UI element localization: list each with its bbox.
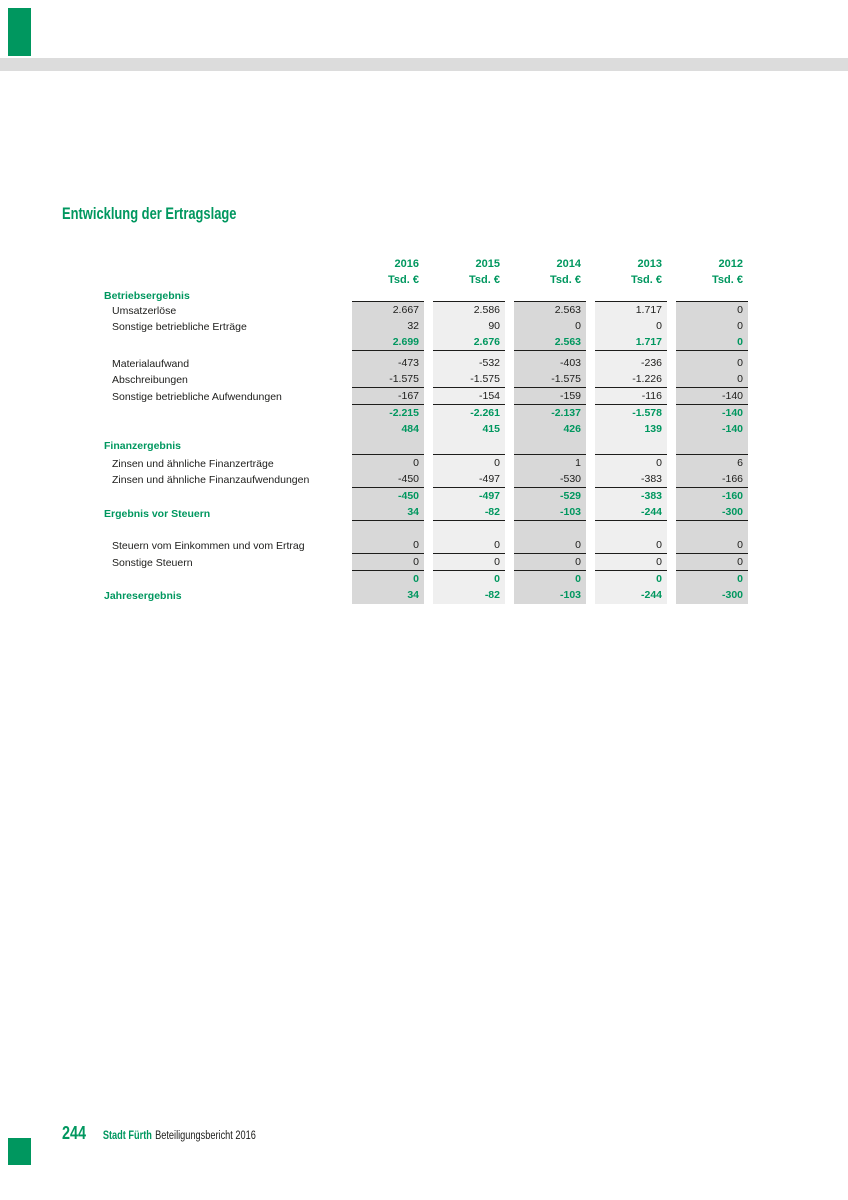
row-label: Jahresergebnis [104,589,182,602]
value-cell: 1.717 [595,301,667,319]
table-row-zinsen-und-hnliche-finanzaufwendungen [104,471,748,488]
row-label: Ergebnis vor Steuern [104,508,211,521]
table-col-year: 2014 [556,258,581,270]
page-number: 244 [62,1123,87,1143]
value-cell [676,438,748,455]
value-cell: -103 [514,504,586,522]
page-footer [62,1124,256,1142]
value-cell [676,521,748,538]
table-row-sum [104,405,748,422]
value-cell: 426 [514,421,586,438]
page-title: Entwicklung der Ertragslage [62,204,237,223]
value-cell: 32 [352,318,424,335]
section-tab-mark-top [8,8,31,56]
value-cell: 0 [595,318,667,335]
row-label: Materialaufwand [112,357,190,370]
table-row-finanzergebnis [104,438,748,455]
value-cell [433,521,505,538]
table-col-unit: Tsd. € [631,274,662,286]
value-cell: 139 [595,421,667,438]
table-row-materialaufwand [104,355,748,372]
row-label: Sonstige betriebliche Erträge [112,320,247,333]
table-row-sonstige-steuern [104,554,748,571]
table-row-betriebsergebnis [104,288,748,301]
table-row-steuern-vom-einkommen-und-vom-ertrag [104,537,748,554]
value-cell: -154 [433,388,505,405]
value-cell: 0 [676,537,748,554]
value-cell: -529 [514,488,586,507]
table-col-unit: Tsd. € [388,274,419,286]
value-cell: 0 [595,571,667,590]
row-label: Sonstige Steuern [112,556,193,569]
value-cell: -167 [352,388,424,405]
table-row-jahresergebnis [104,587,748,604]
value-cell: 0 [433,571,505,590]
value-cell [595,521,667,538]
table-row-result [104,421,748,438]
row-label: Zinsen und ähnliche Finanzaufwendungen [112,473,310,486]
value-cell: -140 [676,421,748,438]
value-cell: 0 [514,571,586,590]
value-cell [595,438,667,455]
value-cell: 6 [676,454,748,472]
footer-doc-title: Beteiligungsbericht 2016 [155,1130,256,1142]
value-cell: 0 [595,454,667,472]
value-cell: -497 [433,488,505,507]
value-cell: 0 [595,537,667,554]
value-cell: -159 [514,388,586,405]
value-cell: -403 [514,355,586,372]
section-tab-mark-bottom [8,1138,31,1165]
table-row-blank [104,521,748,538]
value-cell: 2.586 [433,301,505,319]
row-label: Umsatzerlöse [112,305,177,317]
value-cell: 0 [352,537,424,554]
table-col-year: 2013 [637,258,662,270]
value-cell: -1.226 [595,371,667,388]
value-cell [352,438,424,455]
value-cell: 0 [676,554,748,571]
value-cell: 0 [514,537,586,554]
value-cell: 0 [514,318,586,335]
value-cell [514,438,586,455]
value-cell: -82 [433,504,505,522]
value-cell: -244 [595,504,667,522]
value-cell: 0 [676,371,748,388]
value-cell: -383 [595,471,667,488]
earnings-development-table [104,256,748,604]
table-col-year: 2015 [475,258,500,270]
value-cell: 0 [352,554,424,571]
value-cell: -1.575 [433,371,505,388]
value-cell: -300 [676,587,748,604]
row-label: Zinsen und ähnliche Finanzerträge [112,458,274,471]
table-col-unit: Tsd. € [550,274,581,286]
table-row-zinsen-und-hnliche-finanzertr-ge [104,454,748,471]
table-col-unit: Tsd. € [712,274,743,286]
value-cell: 0 [514,554,586,571]
value-cell: -2.137 [514,405,586,424]
value-cell: -300 [676,504,748,522]
value-cell: -450 [352,488,424,507]
value-cell: 484 [352,421,424,438]
table-row-sum [104,334,748,351]
value-cell: -2.261 [433,405,505,424]
value-cell: 2.563 [514,301,586,319]
value-cell: 415 [433,421,505,438]
value-cell: 0 [676,318,748,335]
value-cell: 0 [433,554,505,571]
value-cell: 0 [352,571,424,590]
value-cell: 2.563 [514,334,586,353]
table-row-sum [104,571,748,588]
value-cell: -532 [433,355,505,372]
value-cell: -1.575 [514,371,586,388]
value-cell: -383 [595,488,667,507]
table-col-unit: Tsd. € [469,274,500,286]
table-row-abschreibungen [104,371,748,388]
value-cell: 34 [352,504,424,522]
value-cell: 0 [676,334,748,353]
value-cell: 0 [433,454,505,472]
value-cell: 2.699 [352,334,424,353]
value-cell [514,521,586,538]
table-row-ergebnis-vor-steuern [104,504,748,521]
value-cell: 0 [676,355,748,372]
value-cell: -244 [595,587,667,604]
value-cell: 34 [352,587,424,604]
value-cell: 0 [676,301,748,319]
value-cell: -160 [676,488,748,507]
row-label: Sonstige betriebliche Aufwendungen [112,390,282,403]
table-row-sonstige-betriebliche-aufwendungen [104,388,748,405]
value-cell [433,438,505,455]
value-cell: 0 [433,537,505,554]
value-cell: 1 [514,454,586,472]
value-cell: 0 [595,554,667,571]
table-row-sum [104,488,748,505]
row-label: Abschreibungen [112,374,188,387]
value-cell: -140 [676,405,748,424]
row-label: Betriebsergebnis [104,290,190,302]
value-cell: -1.575 [352,371,424,388]
value-cell: -82 [433,587,505,604]
value-cell: -530 [514,471,586,488]
value-cell: -1.578 [595,405,667,424]
value-cell: 90 [433,318,505,335]
row-label: Steuern vom Einkommen und vom Ertrag [112,540,305,553]
value-cell [352,521,424,538]
table-header-units [104,272,748,288]
value-cell: -2.215 [352,405,424,424]
value-cell: -166 [676,471,748,488]
value-cell: 1.717 [595,334,667,353]
row-label: Finanzergebnis [104,440,182,453]
value-cell: 2.676 [433,334,505,353]
value-cell: -497 [433,471,505,488]
table-col-year: 2016 [394,258,419,270]
value-cell: 0 [676,571,748,590]
table-header-years [104,256,748,272]
value-cell: 0 [352,454,424,472]
value-cell: -236 [595,355,667,372]
value-cell: 2.667 [352,301,424,319]
value-cell: -116 [595,388,667,405]
value-cell: -450 [352,471,424,488]
top-divider-bar [0,58,848,71]
table-row-umsatzerl-se [104,301,748,318]
value-cell: -473 [352,355,424,372]
table-col-year: 2012 [718,258,743,270]
value-cell: -103 [514,587,586,604]
value-cell: -140 [676,388,748,405]
table-row-sonstige-betriebliche-ertr-ge [104,318,748,335]
footer-brand: Stadt Fürth [102,1130,152,1142]
